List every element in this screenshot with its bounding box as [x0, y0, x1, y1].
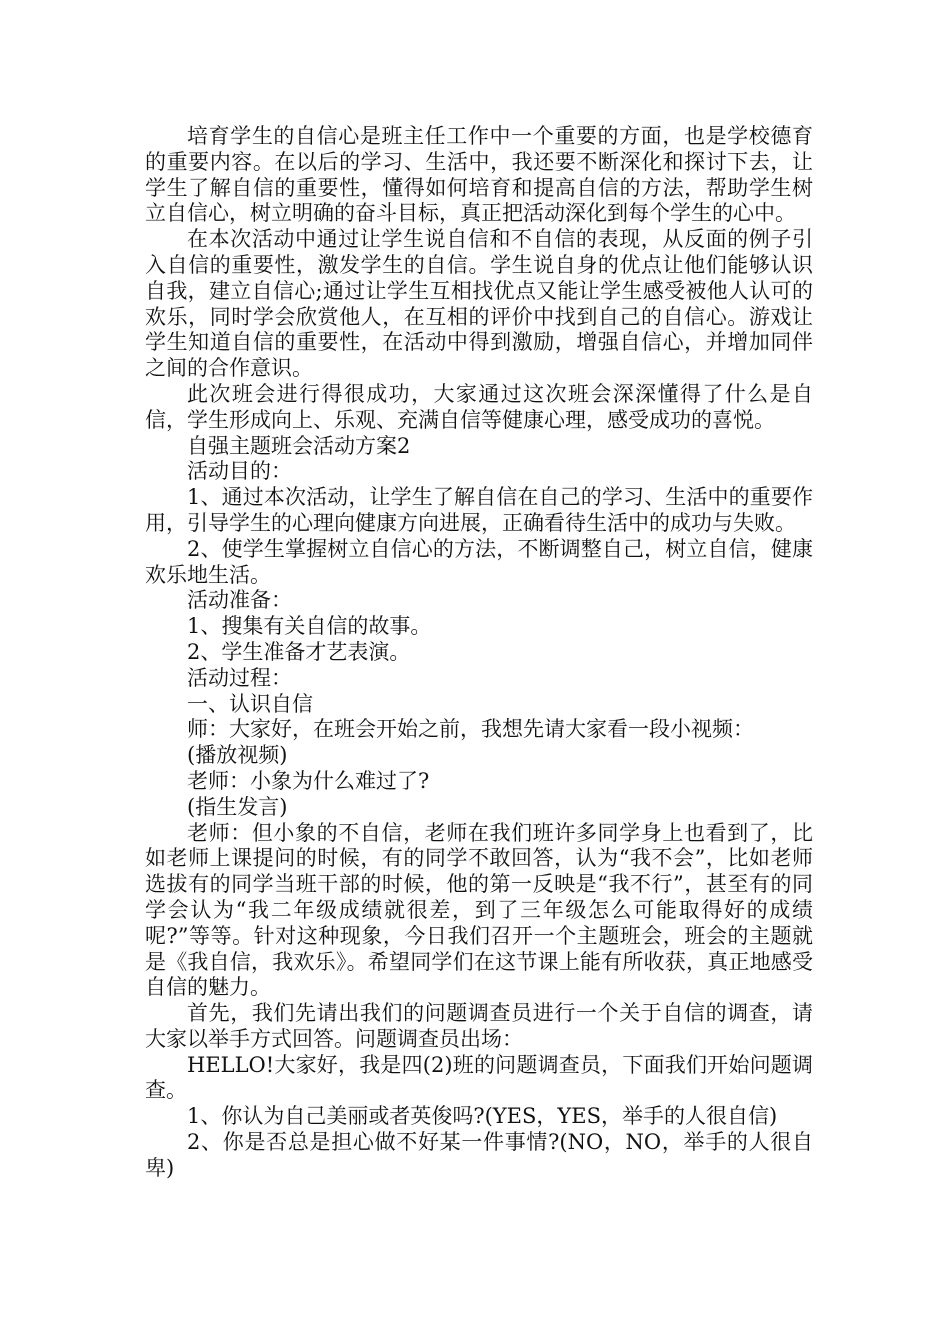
- stage-note-video: (播放视频): [187, 743, 288, 768]
- goal-item-2: 2、使学生掌握树立自信心的方法，不断调整自己，树立自信，健康欢乐地生活。: [145, 536, 813, 587]
- survey-question-2: 2、你是否总是担心做不好某一件事情?(NO，NO，举手的人很自卑): [145, 1130, 813, 1180]
- paragraph-survey-intro: 首先，我们先请出我们的问题调查员进行一个关于自信的调查，请大家以举手方式回答。问题调查员出场：: [145, 1001, 813, 1051]
- survey-question-1: 1、你认为自己美丽或者英俊吗?(YES，YES，举手的人很自信): [187, 1104, 778, 1129]
- paragraph-survey-greeting: HELLO!大家好，我是四(2)班的问题调查员，下面我们开始问题调查。: [145, 1052, 813, 1103]
- heading-activity-process: 活动过程：: [187, 665, 292, 690]
- prep-item-2: 2、学生准备才艺表演。: [187, 639, 411, 664]
- paragraph-reflection-2: 在本次活动中通过让学生说自信和不自信的表现，从反面的例子引入自信的重要性，激发学生的自信。学生说自身的优点让他们能够认识自我，建立自信心;通过让学生互相找优点又能让学生感受被他人认可的欢乐，同时学会欣赏他人，在互相的评价中找到自己的自信心。游戏让学生知道自信的重要性，在活动中得到激励，增强自信心，并增加同伴之间的合作意识。: [145, 227, 813, 381]
- document-page: [145, 124, 813, 1182]
- heading-activity-goal: 活动目的：: [187, 459, 292, 484]
- section-title: 自强主题班会活动方案2: [187, 433, 411, 458]
- prep-item-1: 1、搜集有关自信的故事。: [187, 614, 432, 639]
- teacher-line-2: 老师：小象为什么难过了?: [187, 768, 430, 793]
- paragraph-reflection-1: 培育学生的自信心是班主任工作中一个重要的方面，也是学校德育的重要内容。在以后的学习、生活中，我还要不断深化和探讨下去，让学生了解自信的重要性，懂得如何培育和提高自信的方法，帮助学生树立自信心，树立明确的奋斗目标，真正把活动深化到每个学生的心中。: [145, 124, 813, 226]
- paragraph-reflection-3: 此次班会进行得很成功，大家通过这次班会深深懂得了什么是自信，学生形成向上、乐观、充满自信等健康心理，感受成功的喜悦。: [145, 381, 813, 432]
- teacher-line-1: 师：大家好，在班会开始之前，我想先请大家看一段小视频：: [187, 717, 754, 742]
- goal-item-1: 1、通过本次活动，让学生了解自信在自己的学习、生活中的重要作用，引导学生的心理向健康方向进展，正确看待生活中的成功与失败。: [145, 485, 813, 535]
- heading-activity-prep: 活动准备：: [187, 588, 292, 613]
- process-step-1: 一、认识自信: [187, 691, 313, 716]
- stage-note-students: (指生发言): [187, 794, 288, 819]
- teacher-line-3: 老师：但小象的不自信，老师在我们班许多同学身上也看到了，比如老师上课提问的时候，有的同学不敢回答，认为“我不会”，比如老师选拔有的同学当班干部的时候，他的第一反映是“我不行”，甚至有的同学会认为“我二年级成绩就很差，到了三年级怎么可能取得好的成绩呢?”等等。针对这种现象，今日我们召开一个主题班会，班会的主题就是《我自信，我欢乐》。希望同学们在这节课上能有所收获，真正地感受自信的魅力。: [145, 820, 813, 1000]
